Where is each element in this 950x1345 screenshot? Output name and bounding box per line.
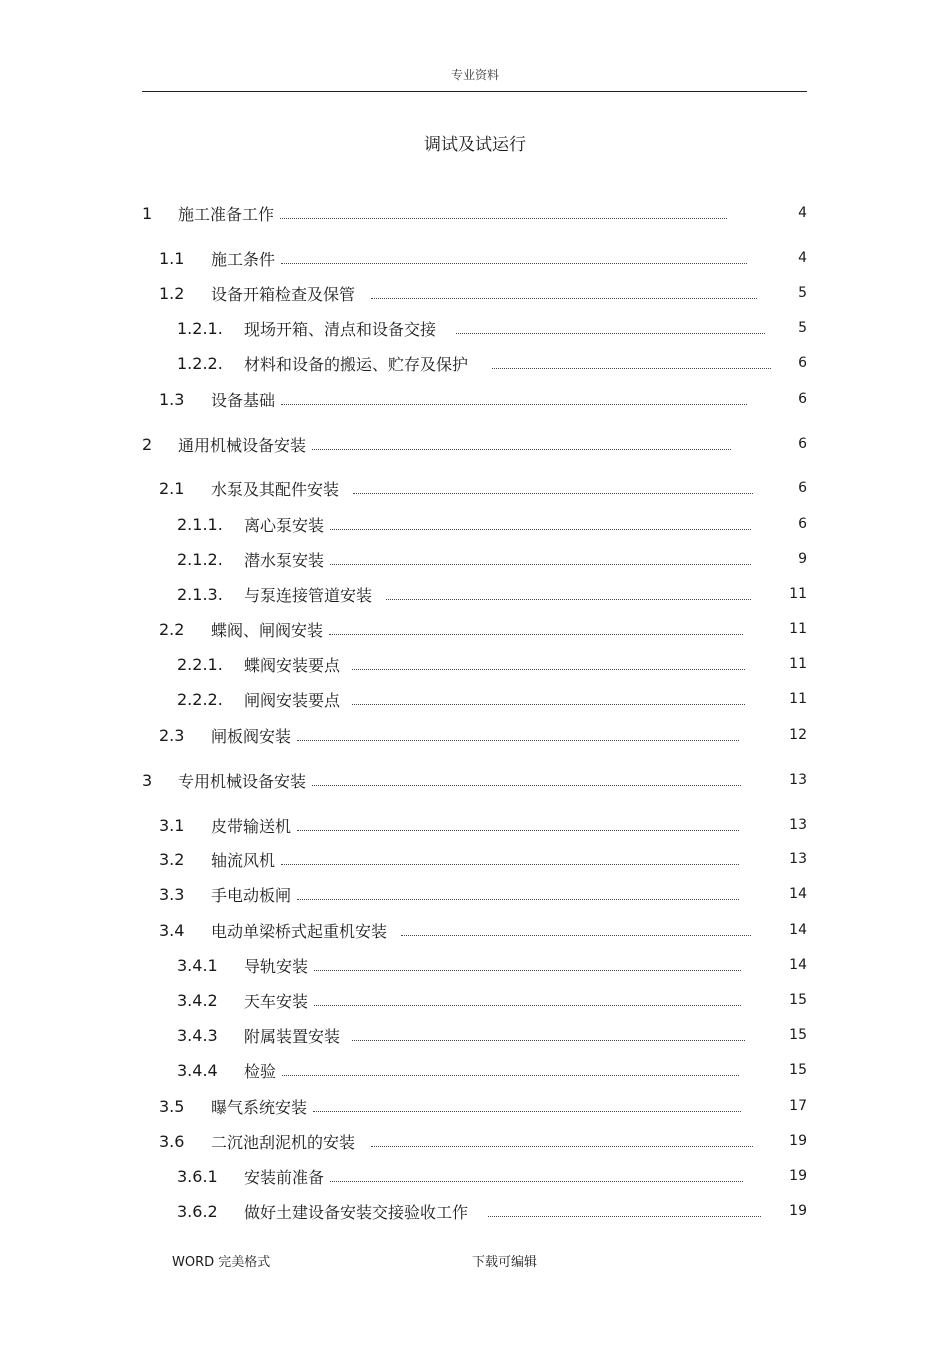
toc-title: 曝气系统安装	[211, 1097, 308, 1117]
toc-number: 2	[142, 434, 153, 454]
toc-title: 蝶阀安装要点	[244, 655, 341, 675]
toc-entry[interactable]	[159, 813, 807, 837]
toc-entry[interactable]	[177, 953, 807, 977]
toc-leader	[371, 1145, 753, 1147]
toc-number: 1.3	[159, 389, 185, 409]
toc-page: 6	[798, 516, 807, 532]
toc-leader	[353, 492, 753, 494]
toc-page: 6	[798, 480, 807, 496]
toc-leader	[330, 563, 751, 565]
toc-title: 导轨安装	[244, 956, 309, 976]
toc-page: 11	[789, 621, 807, 637]
document-title: 调试及试运行	[424, 135, 526, 155]
toc-entry[interactable]	[159, 1094, 807, 1118]
toc-title: 闸阀安装要点	[244, 690, 341, 710]
header-rule	[142, 91, 807, 92]
toc-page: 4	[798, 205, 807, 221]
toc-entry[interactable]	[142, 768, 807, 792]
toc-number: 3.2	[159, 849, 185, 869]
toc-title: 施工条件	[211, 249, 276, 269]
toc-page: 15	[789, 992, 807, 1008]
toc-leader	[352, 668, 745, 670]
toc-page: 6	[798, 436, 807, 452]
toc-title: 离心泵安装	[244, 515, 325, 535]
toc-entry[interactable]	[177, 1058, 807, 1082]
toc-title: 手电动板闸	[211, 885, 292, 905]
toc-number: 3.3	[159, 884, 185, 904]
toc-page: 17	[789, 1098, 807, 1114]
toc-entry[interactable]	[159, 1129, 807, 1153]
toc-number: 2.3	[159, 725, 185, 745]
toc-leader	[386, 598, 751, 600]
toc-entry[interactable]	[177, 582, 807, 606]
toc-number: 1.2.2.	[177, 353, 223, 373]
toc-number: 1.2.1.	[177, 318, 223, 338]
toc-title: 专用机械设备安装	[178, 771, 307, 791]
toc-leader	[492, 367, 771, 369]
toc-number: 3.6.1	[177, 1166, 218, 1186]
toc-leader	[297, 898, 739, 900]
toc-leader	[282, 1074, 739, 1076]
toc-entry[interactable]	[142, 432, 807, 456]
toc-title: 施工准备工作	[178, 204, 275, 224]
toc-entry[interactable]	[159, 882, 807, 906]
page-header: 专业资料	[450, 68, 499, 82]
toc-entry[interactable]	[159, 847, 807, 871]
toc-leader	[329, 633, 743, 635]
toc-leader	[330, 1180, 743, 1182]
toc-page: 13	[789, 851, 807, 867]
toc-number: 2.1.3.	[177, 584, 223, 604]
toc-entry[interactable]	[159, 281, 807, 305]
toc-entry[interactable]	[142, 201, 807, 225]
toc-page: 14	[789, 922, 807, 938]
toc-number: 3.4.4	[177, 1060, 218, 1080]
toc-page: 6	[798, 355, 807, 371]
toc-page: 4	[798, 250, 807, 266]
toc-title: 与泵连接管道安装	[244, 585, 373, 605]
toc-entry[interactable]	[177, 1199, 807, 1223]
toc-page: 19	[789, 1203, 807, 1219]
toc-number: 1.2	[159, 283, 185, 303]
toc-title: 潜水泵安装	[244, 550, 325, 570]
toc-leader	[456, 332, 765, 334]
toc-entry[interactable]	[159, 246, 807, 270]
toc-title: 电动单梁桥式起重机安装	[211, 921, 388, 941]
toc-title: 安装前准备	[244, 1167, 325, 1187]
toc-number: 3.4.3	[177, 1025, 218, 1045]
toc-page: 14	[789, 957, 807, 973]
toc-title: 闸板阀安装	[211, 726, 292, 746]
toc-entry[interactable]	[177, 652, 807, 676]
toc-number: 3.6	[159, 1131, 185, 1151]
toc-leader	[312, 448, 731, 450]
toc-title: 二沉池刮泥机的安装	[211, 1132, 356, 1152]
toc-title: 设备基础	[211, 390, 276, 410]
toc-leader	[352, 703, 745, 705]
toc-number: 1.1	[159, 248, 185, 268]
toc-leader	[401, 934, 751, 936]
toc-title: 水泵及其配件安装	[211, 479, 340, 499]
toc-page: 15	[789, 1027, 807, 1043]
toc-entry[interactable]	[177, 547, 807, 571]
footer-right: 下载可编辑	[472, 1255, 538, 1270]
toc-entry[interactable]	[159, 617, 807, 641]
toc-title: 轴流风机	[211, 850, 276, 870]
toc-page: 5	[798, 285, 807, 301]
toc-number: 3.5	[159, 1096, 185, 1116]
toc-leader	[281, 262, 747, 264]
toc-title: 设备开箱检查及保管	[211, 284, 356, 304]
toc-page: 13	[789, 817, 807, 833]
toc-number: 3.6.2	[177, 1201, 218, 1221]
toc-entry[interactable]	[177, 512, 807, 536]
toc-page: 12	[789, 727, 807, 743]
toc-page: 15	[789, 1062, 807, 1078]
toc-number: 2.1.1.	[177, 514, 223, 534]
toc-entry[interactable]	[159, 387, 807, 411]
toc-number: 2.1	[159, 478, 185, 498]
toc-leader	[281, 403, 747, 405]
toc-leader	[297, 829, 739, 831]
toc-leader	[313, 1110, 741, 1112]
toc-title: 天车安装	[244, 991, 309, 1011]
toc-page: 5	[798, 320, 807, 336]
toc-leader	[314, 1004, 741, 1006]
toc-title: 检验	[244, 1061, 277, 1081]
toc-entry[interactable]	[177, 316, 807, 340]
toc-number: 3	[142, 770, 153, 790]
toc-number: 3.4	[159, 920, 185, 940]
toc-entry[interactable]	[177, 1164, 807, 1188]
toc-number: 2.2.1.	[177, 654, 223, 674]
toc-leader	[488, 1215, 761, 1217]
toc-number: 2.2.2.	[177, 689, 223, 709]
toc-leader	[297, 739, 739, 741]
toc-title: 皮带输送机	[211, 816, 292, 836]
toc-number: 2.1.2.	[177, 549, 223, 569]
toc-entry[interactable]	[177, 1023, 807, 1047]
toc-entry[interactable]	[159, 918, 807, 942]
toc-page: 11	[789, 656, 807, 672]
toc-leader	[352, 1039, 745, 1041]
toc-number: 2.2	[159, 619, 185, 639]
toc-page: 6	[798, 391, 807, 407]
toc-page: 19	[789, 1133, 807, 1149]
toc-number: 1	[142, 203, 153, 223]
toc-leader	[312, 784, 741, 786]
toc-title: 附属装置安装	[244, 1026, 341, 1046]
toc-leader	[371, 297, 757, 299]
toc-title: 材料和设备的搬运、贮存及保护	[244, 354, 469, 374]
toc-number: 3.1	[159, 815, 185, 835]
toc-leader	[314, 969, 741, 971]
toc-page: 11	[789, 691, 807, 707]
toc-leader	[281, 863, 739, 865]
toc-title: 蝶阀、闸阀安装	[211, 620, 324, 640]
toc-page: 19	[789, 1168, 807, 1184]
toc-title: 通用机械设备安装	[178, 435, 307, 455]
toc-page: 14	[789, 886, 807, 902]
toc-leader	[280, 217, 727, 219]
toc-page: 9	[798, 551, 807, 567]
toc-entry[interactable]	[177, 988, 807, 1012]
toc-title: 现场开箱、清点和设备交接	[244, 319, 437, 339]
toc-title: 做好土建设备安装交接验收工作	[244, 1202, 469, 1222]
toc-leader	[330, 528, 751, 530]
toc-entry[interactable]	[177, 351, 807, 375]
toc-number: 3.4.2	[177, 990, 218, 1010]
footer-left: WORD 完美格式	[172, 1255, 271, 1270]
toc-entry[interactable]	[159, 476, 807, 500]
toc-page: 13	[789, 772, 807, 788]
toc-page: 11	[789, 586, 807, 602]
toc-entry[interactable]	[159, 723, 807, 747]
toc-entry[interactable]	[177, 687, 807, 711]
toc-number: 3.4.1	[177, 955, 218, 975]
